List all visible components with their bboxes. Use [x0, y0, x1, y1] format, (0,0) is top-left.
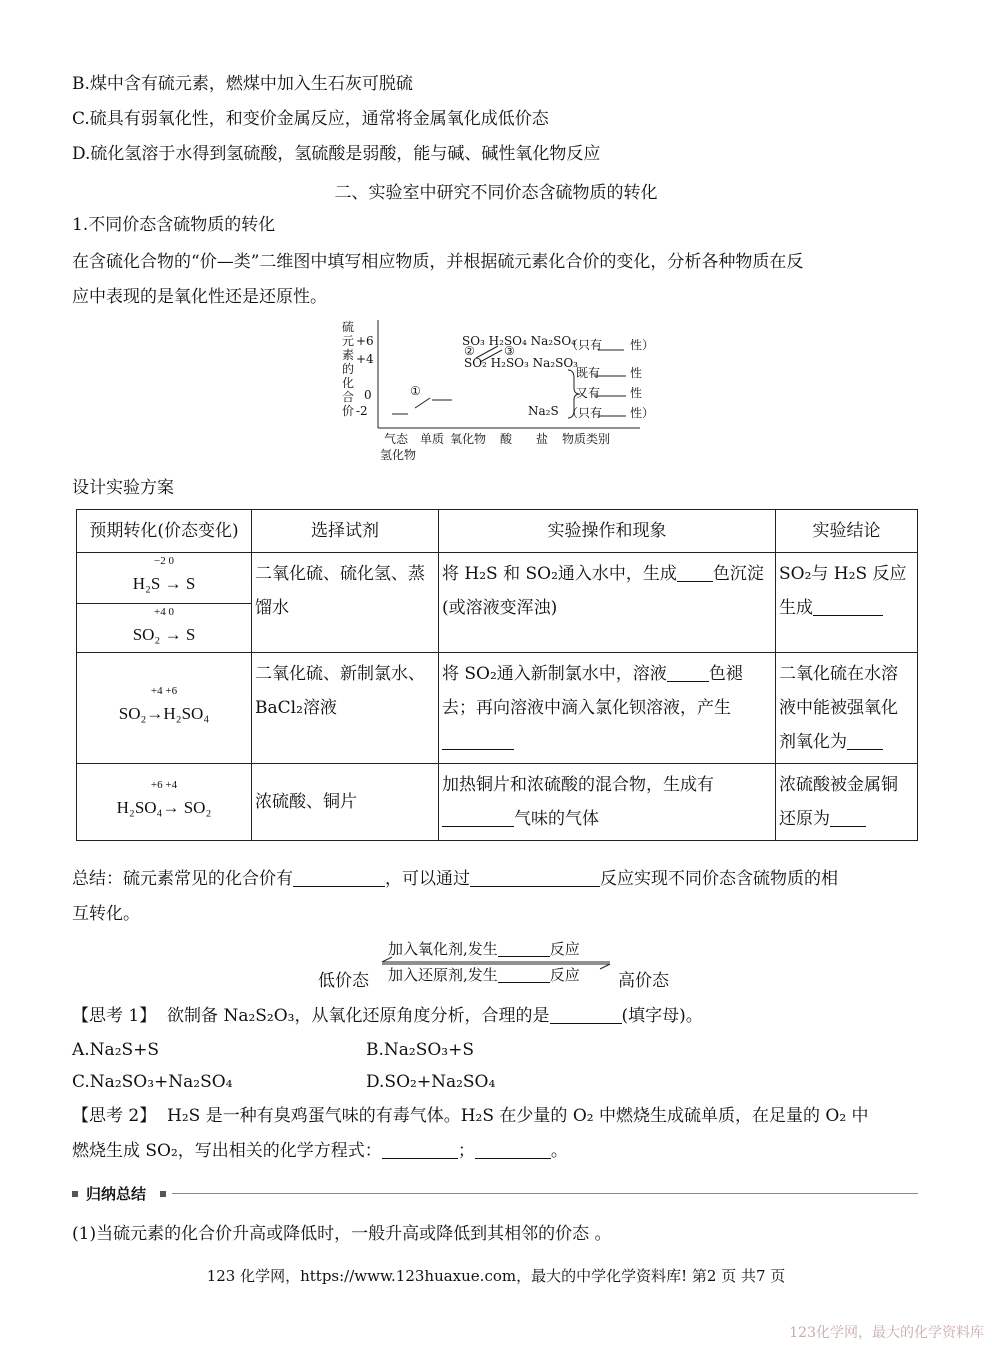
- xcat: 氧化物: [450, 432, 487, 446]
- section-label: 归纳总结: [86, 1186, 147, 1203]
- conversion: SO₂→H₂SO₄: [118, 704, 210, 723]
- reagent-text: BaCl₂溶液: [255, 698, 337, 718]
- answer-blank[interactable]: [293, 868, 385, 887]
- option-d: D.硫化氢溶于水得到氢硫酸，氢硫酸是弱酸，能与碱、碱性氧化物反应: [72, 144, 601, 164]
- operation-text: 色褪去；再向溶液中滴入氯化钡溶液，产生: [442, 664, 743, 718]
- period: 。: [550, 1141, 568, 1161]
- conclusion-text: SO₂与 H₂S 反应生成: [779, 564, 907, 618]
- think-text: 燃烧生成 SO₂，写出相关的化学方程式：: [72, 1141, 382, 1161]
- reductant-text: 加入还原剂,发生: [388, 966, 498, 984]
- think-2-line-2: [72, 1139, 568, 1163]
- xcat-sub: 氢化物: [380, 448, 417, 462]
- ytick: +6: [356, 334, 374, 348]
- low-valence: 低价态: [318, 971, 369, 991]
- reaction-text: 反应: [549, 966, 580, 984]
- ylabel-char: 价: [342, 404, 355, 418]
- table-cell-conversion: [77, 653, 252, 764]
- ylabel-char: 的: [342, 362, 355, 376]
- xcat: 气态: [384, 432, 409, 446]
- answer-blank[interactable]: [667, 663, 709, 682]
- summary-section-header: [72, 1186, 918, 1206]
- option-b: B.煤中含有硫元素，燃煤中加入生石灰可脱硫: [72, 74, 413, 94]
- summary-line-2: 互转化。: [72, 904, 140, 924]
- table-cell-conversion: [77, 764, 252, 841]
- table-cell-reagent: 二氧化硫、硫化氢、蒸馏水: [252, 553, 439, 653]
- redox-relation: [318, 934, 698, 994]
- subsection-title: 1.不同价态含硫物质的转化: [72, 215, 276, 235]
- oxidation-state: +6 +4: [150, 779, 178, 791]
- table-header: 预期转化(价态变化): [77, 510, 252, 553]
- table-header: 实验操作和现象: [439, 510, 776, 553]
- xcat: 物质类别: [562, 432, 611, 446]
- row-minus2: Na₂S: [528, 404, 559, 418]
- answer-blank[interactable]: [550, 1005, 622, 1024]
- ytick: 0: [364, 388, 372, 402]
- think-1: [72, 1004, 703, 1028]
- table-cell-conversion: [77, 553, 252, 653]
- summary-text: 反应实现不同价态含硫物质的相: [600, 869, 838, 889]
- arrow-label-1: ①: [410, 384, 421, 398]
- choice-b: B.Na₂SO₃+S: [366, 1040, 475, 1060]
- operation-text: 将 H₂S 和 SO₂通入水中，生成: [442, 564, 677, 584]
- operation-text: 气味的气体: [514, 809, 599, 829]
- arrow-label-3: ③: [504, 344, 515, 358]
- reaction-text: 反应: [549, 940, 580, 958]
- choice-c: C.Na₂SO₃+Na₂SO₄: [72, 1072, 233, 1092]
- conversion: H₂SO₄→ SO₂: [116, 798, 212, 817]
- oxidation-state: +4 +6: [150, 685, 178, 697]
- answer-blank[interactable]: [382, 1140, 458, 1159]
- answer-blank[interactable]: [470, 868, 600, 887]
- intro-line-2: 应中表现的是氧化性还是还原性。: [72, 287, 327, 307]
- answer-blank[interactable]: [442, 808, 514, 827]
- xing-label: 性）: [630, 406, 655, 420]
- separator: ；: [457, 1141, 475, 1161]
- think-tag: 【思考 2】: [72, 1106, 157, 1126]
- answer-blank[interactable]: [847, 731, 883, 750]
- oxidation-state: −2 0: [154, 555, 174, 567]
- table-cell-conclusion: [776, 764, 918, 841]
- table-cell-reagent: [252, 653, 439, 764]
- think-text: H₂S 是一种有臭鸡蛋气味的有毒气体。H₂S 在少量的 O₂ 中燃烧生成硫单质，在足量的 O₂ 中: [167, 1106, 869, 1126]
- xcat: 酸: [500, 432, 513, 446]
- table-cell-reagent: 浓硫酸、铜片: [252, 764, 439, 841]
- option-c: C.硫具有弱氧化性，和变价金属反应，通常将金属氧化成低价态: [72, 109, 549, 129]
- table-cell-conclusion: [776, 653, 918, 764]
- table-header: 选择试剂: [252, 510, 439, 553]
- summary-text: 总结：硫元素常见的化合价有: [72, 869, 293, 889]
- both-label: 既有: [576, 366, 601, 380]
- summary-line-1: [72, 867, 838, 891]
- only-label: （只有: [566, 406, 603, 420]
- design-title: 设计实验方案: [72, 478, 174, 498]
- row-plus6: SO₃ H₂SO₄ Na₂SO₄: [462, 334, 576, 348]
- table-cell-operation: [439, 764, 776, 841]
- answer-blank[interactable]: [498, 968, 550, 983]
- oxidant-text: 加入氧化剂,发生: [388, 940, 498, 958]
- think-tag: 【思考 1】: [72, 1006, 157, 1026]
- conversion: H₂S → S: [132, 574, 196, 593]
- answer-blank[interactable]: [813, 597, 883, 616]
- conversion: SO₂ → S: [132, 625, 196, 644]
- xing-label: 性）: [630, 338, 655, 352]
- xcat: 单质: [420, 432, 445, 446]
- answer-blank[interactable]: [677, 563, 713, 582]
- think-2-line-1: [72, 1104, 869, 1128]
- intro-line-1: 在含硫化合物的“价—类”二维图中填写相应物质，并根据硫元素化合价的变化，分析各种物质在反: [72, 252, 804, 272]
- xing-label: 性: [630, 386, 643, 400]
- think-text: 欲制备 Na₂S₂O₃，从氧化还原角度分析，合理的是: [167, 1006, 550, 1026]
- ylabel-char: 元: [342, 334, 355, 348]
- choice-a: A.Na₂S+S: [72, 1040, 160, 1060]
- choice-d: D.SO₂+Na₂SO₄: [366, 1072, 496, 1092]
- table-cell-operation: [439, 653, 776, 764]
- conclusion-text: 浓硫酸被金属铜还原为: [779, 775, 898, 829]
- xcat: 盐: [536, 432, 549, 446]
- experiment-table: [76, 509, 918, 841]
- operation-text: 色沉淀(或溶液变浑浊): [442, 564, 764, 618]
- operation-text: 将 SO₂通入新制氯水中，溶液: [442, 664, 667, 684]
- answer-blank[interactable]: [830, 808, 866, 827]
- xing-label: 性: [630, 366, 643, 380]
- point-1: (1)当硫元素的化合价升高或降低时，一般升高或降低到其相邻的价态 。: [72, 1224, 612, 1244]
- ylabel-char: 化: [342, 376, 355, 390]
- section-title: 二、实验室中研究不同价态含硫物质的转化: [334, 183, 658, 203]
- arrow-label-2: ②: [464, 344, 475, 358]
- answer-blank[interactable]: [442, 731, 514, 750]
- also-label: 又有: [576, 386, 601, 400]
- ytick: +4: [356, 352, 374, 366]
- operation-text: 加热铜片和浓硫酸的混合物，生成有: [442, 775, 714, 795]
- page-footer: 123 化学网，https://www.123huaxue.com，最大的中学化学资料库! 第2 页 共7 页: [206, 1267, 786, 1285]
- reagent-text: 二氧化硫、新制氯水、: [255, 664, 425, 684]
- only-label: （只有: [566, 338, 603, 352]
- answer-blank[interactable]: [475, 1140, 551, 1159]
- answer-blank[interactable]: [498, 942, 550, 957]
- think-text: (填字母)。: [621, 1006, 703, 1026]
- valence-class-diagram: [340, 318, 660, 468]
- table-cell-conclusion: [776, 553, 918, 653]
- watermark: 123化学网，最大的化学资料库: [789, 1325, 984, 1341]
- ylabel-char: 合: [342, 390, 355, 404]
- conclusion-text: 二氧化硫在水溶液中能被强氧化剂氧化为: [779, 664, 898, 752]
- oxidation-state: +4 0: [154, 606, 174, 618]
- ytick: -2: [356, 404, 368, 418]
- row-plus4: SO₂ H₂SO₃ Na₂SO₃: [464, 356, 578, 370]
- ylabel-char: 硫: [342, 320, 355, 334]
- ylabel-char: 素: [342, 348, 355, 362]
- high-valence: 高价态: [618, 971, 669, 991]
- table-header: 实验结论: [776, 510, 918, 553]
- table-cell-operation: [439, 553, 776, 653]
- summary-text: ，可以通过: [385, 869, 470, 889]
